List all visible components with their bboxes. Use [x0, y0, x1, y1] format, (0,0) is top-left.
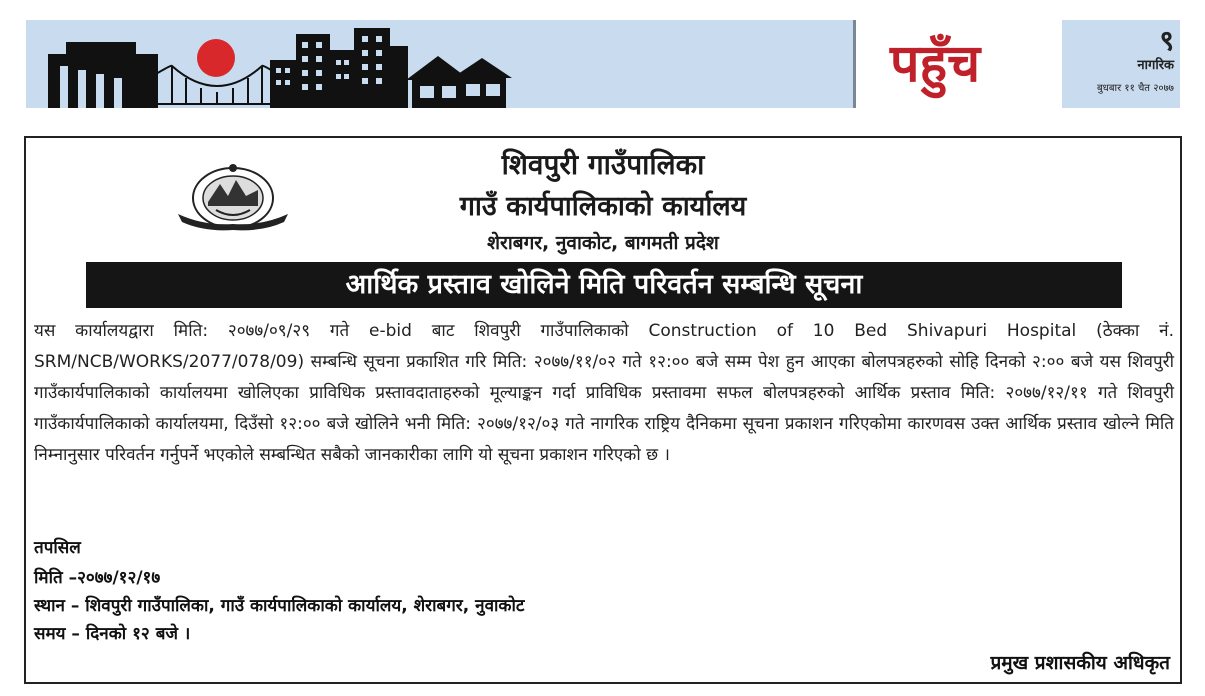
section-title: पहुँच [890, 34, 981, 94]
signatory: प्रमुख प्रशासकीय अधिकृत [990, 652, 1170, 674]
org-name: शिवपुरी गाउँपालिका [501, 148, 705, 181]
details-place: स्थान – शिवपुरी गाउँपालिका, गाउँ कार्यपालिकाको कार्यालय, शेराबगर, नुवाकोट [34, 596, 525, 616]
details-time: समय – दिनको १२ बजे । [34, 624, 191, 644]
office-name: गाउँ कार्यपालिकाको कार्यालय [459, 191, 747, 222]
page-info-box [1062, 20, 1180, 108]
sun-icon [197, 39, 235, 77]
notice-body: यस कार्यालयद्वारा मिति: २०७७/०९/२९ गते e-bid बाट शिवपुरी गाउँपालिकाको Construction of 10 Bed Shivapuri Hospital (ठेक्का नं. SRM/NCB/WORKS/2077/078/09) सम्बन्धि सूचना प्रकाशित गरि मिति: २०७७/११/०२ गते १२:०० बजे सम्म पेश हुन आएका बोलपत्रहरुको सोहि दिनको २:०० बजे यस शिवपुरी गाउँकार्यपालिकाको कार्यालयमा खोलिएका प्राविधिक प्रस्तावदाताहरुको मूल्याङ्कन गर्दा प्राविधिक प्रस्तावमा सफल बोलपत्रहरुको आर्थिक प्रस्ताव मिति: २०७७/१२/११ गते शिवपुरी गाउँकार्यपालिकाको कार्यालयमा, दिउँसो १२:०० बजे खोलिने भनी मिति: २०७७/१२/०३ गते नागरिक राष्ट्रिय दैनिकमा सूचना प्रकाशन गरिएकोमा कारणवस उक्त आर्थिक प्रस्ताव खोल्ने मिति निम्नानुसार परिवर्तन गर्नुपर्ने भएकोले सम्बन्धित सबैको जानकारीका लागि यो सूचना प्रकाशन गरिएको छ । [34, 321, 1174, 465]
notice-box [24, 136, 1182, 684]
city-skyline-illustration [26, 20, 856, 108]
banner-divider [853, 20, 856, 108]
notice-title: आर्थिक प्रस्ताव खोलिने मिति परिवर्तन सम्बन्धि सूचना [86, 262, 1122, 308]
header-banner [26, 20, 856, 108]
details-date: मिति –२०७७/१२/१७ [34, 568, 161, 588]
page-number: ९ [1159, 24, 1174, 57]
details-title: तपसिल [34, 538, 81, 558]
issue-date: बुधबार ११ चैत २०७७ [1096, 83, 1174, 94]
paper-name: नागरिक [1137, 58, 1174, 73]
office-address: शेराबगर, नुवाकोट, बागमती प्रदेश [487, 232, 719, 254]
